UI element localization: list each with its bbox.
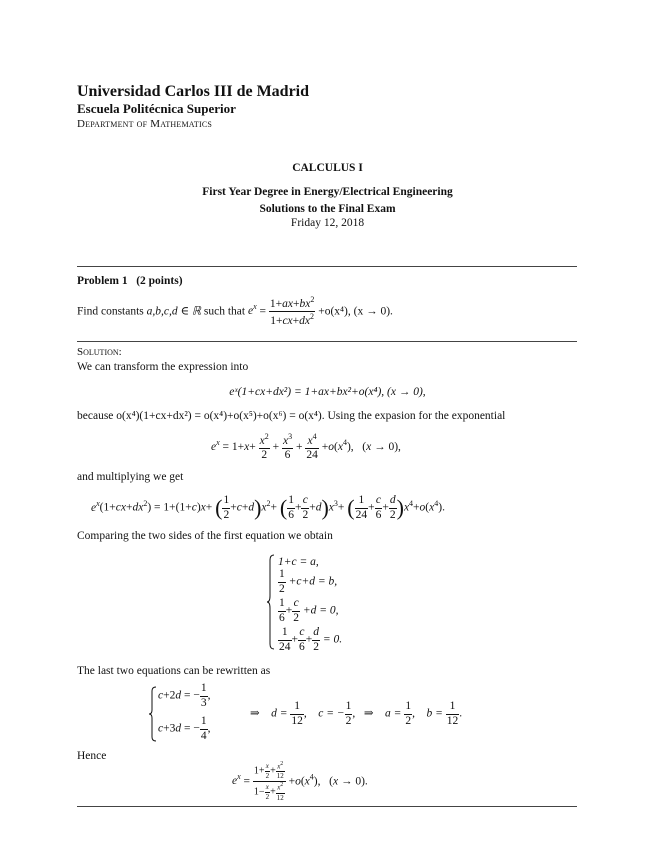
result-d-label: d = [271,707,288,720]
statement-fraction: $\frac{1+ax+bx^2}{1+cx+dx^2}$ [269,295,315,328]
equation-multiplied: $e^x(1+cx+dx^2) = 1+(1+c)x+$ ( $\frac{1}{2}$ $+c+d)x^2+$ ( $\frac{1}{6}$ + $\frac{c}{2}$ $+d)x^3+$ ( $\frac{1}{24}$ + $\frac{c}{6}$ + $\frac{d}{2}$ )$x^4+o(x^4)$. [91,494,445,521]
system-line-1: 1+c = a, [278,556,319,568]
school-name: Escuela Politécnica Superior [77,101,236,116]
problem-points: (2 points) [136,275,183,287]
system-brace-icon [266,554,276,650]
degree-title: First Year Degree in Energy/Electrical Engineering [202,186,453,198]
solution-because: because o(x⁴)(1+cx+dx²) = o(x⁴)+o(x⁵)+o(x⁶) = o(x⁴). Using the expasion for the exponential [77,410,506,422]
problem-heading [77,275,183,287]
exam-title: Solutions to the Final Exam [259,203,396,215]
solution-hence: Hence [77,750,107,762]
reduced-results: ⇒ d = $\frac{1}{12}$ , c = − $\frac{1}{2}$ , ⇒ a = $\frac{1}{2}$ , b = $\frac{1}{12}$ . [250,700,463,727]
reduced-line-2: c+3d = − $\frac{1}{4}$ , [158,715,211,742]
problem-statement: Find constants a,b,c,d ∈ ℝ such that $e^x$ = $\frac{1+ax+bx^2}{1+cx+dx^2}$ +o(x⁴), (x → 0). [77,295,393,328]
reduced-line-1: c+2d = − $\frac{1}{3}$ , [158,682,211,709]
solution-intro: We can transform the expression into [77,361,249,373]
result-c-label: c = − [318,707,345,720]
solution-multiply: and multiplying we get [77,471,184,483]
solution-label: Solution: [77,346,122,358]
university-name: Universidad Carlos III de Madrid [77,83,310,100]
bottom-rule [77,806,577,807]
exam-date: Friday 12, 2018 [290,217,365,229]
final-equation: $e^x$ = 1+ $\frac{x}{2}$ + $\frac{x^2}{12}$ 1− $\frac{x}{2}$ + $\frac{x^2}{12}$ $+o(x^4)$, (x → 0). [232,761,368,802]
statement-vars: a,b,c,d ∈ ℝ [146,305,201,318]
reduced-brace-icon [148,686,158,742]
statement-mid: such that [203,305,246,318]
system-line-2: $\frac{1}{2}$ +c+d = b, [279,568,338,595]
middle-rule [77,341,577,342]
problem-number: Problem 1 [77,275,128,287]
equation-1: eˣ(1+cx+dx²) = 1+ax+bx²+o(x⁴), (x → 0), [229,386,426,398]
course-title: CALCULUS I [292,162,363,174]
system-line-4: $\frac{1}{24}$ + $\frac{c}{6}$ + $\frac{d}{2}$ = 0. [279,626,343,653]
department-name: Department of Mathematics [77,118,213,130]
top-rule [77,266,577,267]
system-line-3: $\frac{1}{6}$ + $\frac{c}{2}$ +d = 0, [279,597,339,624]
statement-tail: +o(x⁴), (x → 0). [318,305,393,318]
result-b-label: b = [426,707,443,720]
solution-compare: Comparing the two sides of the first equation we obtain [77,530,333,542]
statement-prefix: Find constants [77,305,144,318]
equation-exp-expansion: $e^x = 1+x+$ $\frac{x^2}{2}$ + $\frac{x^3}{6}$ + $\frac{x^4}{24}$ $+o(x^4)$, (x → 0), [211,432,401,462]
result-a-label: a = [385,707,402,720]
solution-rewrite: The last two equations can be rewritten as [77,665,271,677]
